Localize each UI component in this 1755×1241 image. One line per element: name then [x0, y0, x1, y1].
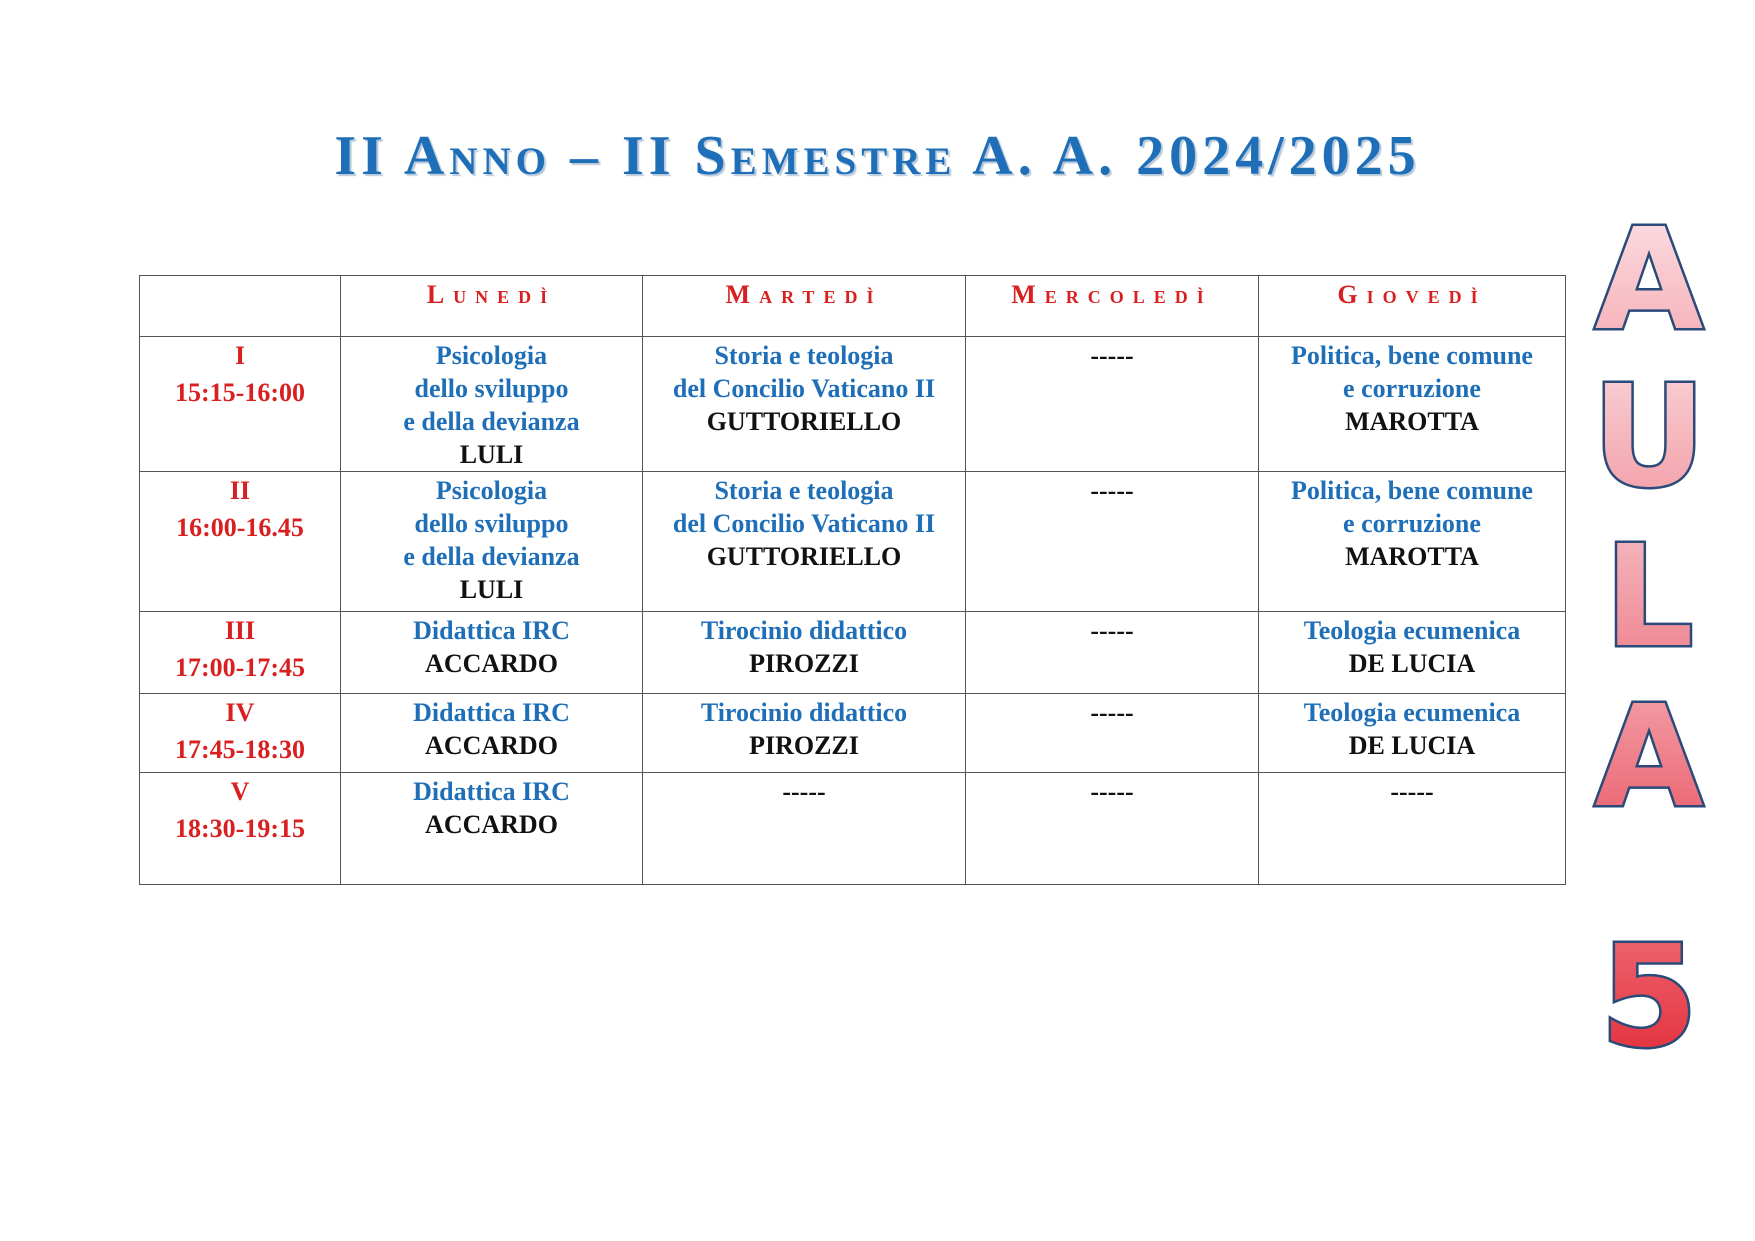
- teacher-name: DE LUCIA: [1348, 649, 1476, 678]
- course-name: Politica, bene comune: [1291, 341, 1533, 370]
- course-name: e corruzione: [1343, 509, 1481, 538]
- teacher-name: DE LUCIA: [1348, 731, 1476, 760]
- corner-cell: [140, 276, 341, 337]
- svg-text:5: 5: [1600, 930, 1698, 1060]
- course-name: Didattica IRC: [413, 616, 570, 645]
- svg-text:A: A: [1594, 213, 1704, 343]
- day-header-martedi: Martedì: [643, 276, 966, 337]
- teacher-name: GUTTORIELLO: [706, 407, 902, 436]
- lesson-cell: [966, 694, 1259, 773]
- aula-letter-3: [1584, 530, 1714, 660]
- table-row: [140, 472, 1566, 612]
- slot-time: 15:15-16:00: [175, 378, 305, 407]
- slot-cell: [140, 694, 341, 773]
- course-name: Tirocinio didattico: [700, 698, 908, 727]
- course-name: Psicologia: [435, 341, 548, 370]
- day-header-lunedi: Lunedì: [341, 276, 643, 337]
- empty-slot: -----: [1090, 698, 1134, 727]
- svg-text:U: U: [1592, 370, 1706, 500]
- slot-number: V: [230, 777, 250, 806]
- teacher-name: PIROZZI: [749, 649, 859, 678]
- lesson-cell: [1259, 694, 1566, 773]
- course-name: Tirocinio didattico: [700, 616, 908, 645]
- table-row: [140, 694, 1566, 773]
- aula-letter-2: [1584, 370, 1714, 500]
- schedule-table: [139, 275, 1566, 885]
- teacher-name: ACCARDO: [425, 810, 558, 839]
- course-name: Storia e teologia: [714, 341, 894, 370]
- empty-slot: -----: [1090, 777, 1134, 806]
- empty-slot: -----: [1090, 341, 1134, 370]
- course-name: e della devianza: [403, 407, 580, 436]
- lesson-cell: [341, 337, 643, 472]
- teacher-name: MAROTTA: [1345, 542, 1479, 571]
- slot-cell: [140, 337, 341, 472]
- table-row: [140, 337, 1566, 472]
- course-name: dello sviluppo: [414, 374, 569, 403]
- course-name: Didattica IRC: [413, 698, 570, 727]
- empty-slot: -----: [1090, 616, 1134, 645]
- lesson-cell: [1259, 472, 1566, 612]
- course-name: Didattica IRC: [413, 777, 570, 806]
- slot-time: 17:45-18:30: [175, 735, 305, 764]
- page-title: II Anno – II Semestre A. A. 2024/2025: [334, 125, 1421, 187]
- lesson-cell: [643, 773, 966, 885]
- slot-time: 18:30-19:15: [175, 814, 305, 843]
- lesson-cell: [643, 694, 966, 773]
- lesson-cell: [643, 472, 966, 612]
- slot-time: 17:00-17:45: [175, 653, 305, 682]
- course-name: Teologia ecumenica: [1303, 616, 1521, 645]
- slot-number: II: [229, 476, 251, 505]
- course-name: Storia e teologia: [714, 476, 894, 505]
- course-name: Politica, bene comune: [1291, 476, 1533, 505]
- teacher-name: PIROZZI: [749, 731, 859, 760]
- slot-number: IV: [225, 698, 255, 727]
- lesson-cell: [966, 472, 1259, 612]
- slot-cell: [140, 773, 341, 885]
- table-row: [140, 773, 1566, 885]
- course-name: del Concilio Vaticano II: [672, 374, 936, 403]
- course-name: e della devianza: [403, 542, 580, 571]
- empty-slot: -----: [1390, 777, 1434, 806]
- lesson-cell: [341, 612, 643, 694]
- course-name: e corruzione: [1343, 374, 1481, 403]
- header-row: [140, 276, 1566, 337]
- lesson-cell: [1259, 337, 1566, 472]
- teacher-name: ACCARDO: [425, 649, 558, 678]
- aula-letter-4: [1584, 690, 1714, 820]
- lesson-cell: [341, 694, 643, 773]
- lesson-cell: [966, 337, 1259, 472]
- day-header-giovedi: Giovedì: [1259, 276, 1566, 337]
- table-row: [140, 612, 1566, 694]
- lesson-cell: [643, 337, 966, 472]
- lesson-cell: [341, 472, 643, 612]
- teacher-name: ACCARDO: [425, 731, 558, 760]
- slot-time: 16:00-16.45: [176, 513, 304, 542]
- slot-number: I: [234, 341, 246, 370]
- teacher-name: LULI: [459, 440, 524, 469]
- slot-cell: [140, 472, 341, 612]
- lesson-cell: [1259, 612, 1566, 694]
- lesson-cell: [1259, 773, 1566, 885]
- lesson-cell: [643, 612, 966, 694]
- slot-number: III: [224, 616, 256, 645]
- lesson-cell: [966, 773, 1259, 885]
- teacher-name: MAROTTA: [1345, 407, 1479, 436]
- empty-slot: -----: [1090, 476, 1134, 505]
- course-name: dello sviluppo: [414, 509, 569, 538]
- course-name: Psicologia: [435, 476, 548, 505]
- svg-text:A: A: [1594, 690, 1704, 820]
- day-header-mercoledi: Mercoledì: [966, 276, 1259, 337]
- lesson-cell: [966, 612, 1259, 694]
- lesson-cell: [341, 773, 643, 885]
- svg-text:L: L: [1604, 530, 1694, 660]
- aula-letter-1: [1584, 213, 1714, 343]
- course-name: Teologia ecumenica: [1303, 698, 1521, 727]
- teacher-name: GUTTORIELLO: [706, 542, 902, 571]
- teacher-name: LULI: [459, 575, 524, 604]
- empty-slot: -----: [782, 777, 826, 806]
- course-name: del Concilio Vaticano II: [672, 509, 936, 538]
- aula-number-5: [1584, 930, 1714, 1060]
- slot-cell: [140, 612, 341, 694]
